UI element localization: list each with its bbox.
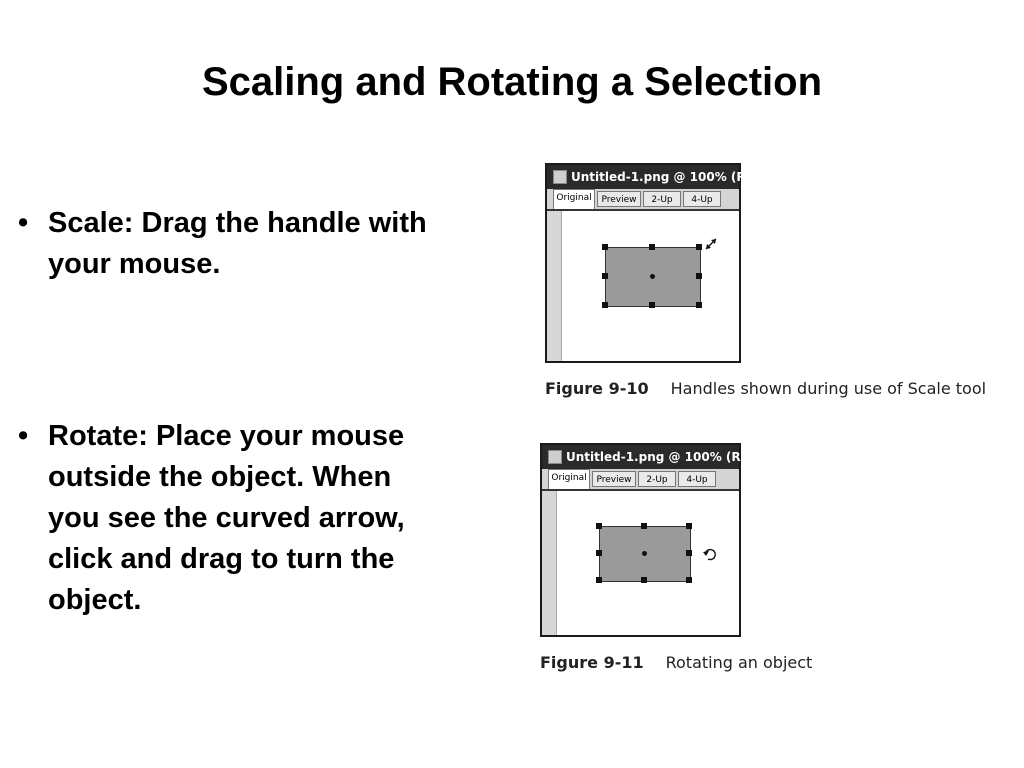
handle-middle-left[interactable] bbox=[596, 550, 602, 556]
window-titlebar bbox=[542, 445, 779, 469]
handle-top-middle[interactable] bbox=[641, 523, 647, 529]
slide-title: Scaling and Rotating a Selection bbox=[201, 60, 823, 104]
figure-label: Figure 9-11 bbox=[540, 653, 644, 672]
tool-strip bbox=[542, 491, 557, 635]
curved-rotate-arrow-icon bbox=[702, 546, 718, 562]
center-point bbox=[642, 551, 647, 556]
handle-top-right[interactable] bbox=[696, 244, 702, 250]
bullet-rotate bbox=[18, 416, 438, 621]
tab-2up[interactable]: 2-Up bbox=[643, 191, 681, 207]
handle-top-left[interactable] bbox=[602, 244, 608, 250]
bullet-text: Rotate: Place your mouse outside the object. When you see the curved arrow, click and drag to turn the object. bbox=[48, 420, 405, 616]
view-tabs bbox=[542, 469, 739, 491]
handle-middle-right[interactable] bbox=[696, 273, 702, 279]
handle-top-left[interactable] bbox=[596, 523, 602, 529]
document-window-scale bbox=[545, 163, 767, 363]
tab-preview[interactable]: Preview bbox=[592, 471, 636, 487]
tab-4up[interactable]: 4-Up bbox=[683, 191, 721, 207]
window-titlebar bbox=[547, 165, 767, 189]
handle-middle-left[interactable] bbox=[602, 273, 608, 279]
figure-caption-text: Handles shown during use of Scale tool bbox=[670, 379, 987, 398]
bullet-symbol: • bbox=[18, 420, 29, 452]
handle-bottom-left[interactable] bbox=[596, 577, 602, 583]
diagonal-resize-arrow-icon bbox=[703, 236, 719, 252]
figure-label: Figure 9-10 bbox=[545, 379, 649, 398]
document-canvas bbox=[562, 211, 739, 361]
bullet-symbol: • bbox=[18, 207, 29, 239]
handle-bottom-middle[interactable] bbox=[641, 577, 647, 583]
document-canvas bbox=[557, 491, 739, 635]
handle-top-right[interactable] bbox=[686, 523, 692, 529]
fireworks-doc-icon bbox=[553, 170, 567, 184]
view-tabs bbox=[547, 189, 739, 211]
tab-original[interactable]: Original bbox=[548, 469, 590, 489]
fireworks-doc-icon bbox=[548, 450, 562, 464]
handle-middle-right[interactable] bbox=[686, 550, 692, 556]
handle-bottom-right[interactable] bbox=[696, 302, 702, 308]
tab-preview[interactable]: Preview bbox=[597, 191, 641, 207]
window-title: Untitled-1.png @ 100% (Rectan bbox=[566, 450, 779, 464]
figure-caption bbox=[545, 379, 986, 398]
document-window-rotate bbox=[540, 443, 779, 637]
tab-4up[interactable]: 4-Up bbox=[678, 471, 716, 487]
tool-strip bbox=[547, 211, 562, 361]
tab-2up[interactable]: 2-Up bbox=[638, 471, 676, 487]
handle-top-middle[interactable] bbox=[649, 244, 655, 250]
center-point bbox=[650, 274, 655, 279]
handle-bottom-right[interactable] bbox=[686, 577, 692, 583]
figure-caption-text: Rotating an object bbox=[665, 653, 813, 672]
bullet-scale bbox=[18, 203, 438, 285]
handle-bottom-middle[interactable] bbox=[649, 302, 655, 308]
bullet-text: Scale: Drag the handle with your mouse. bbox=[48, 207, 427, 280]
tab-original[interactable]: Original bbox=[553, 189, 595, 209]
window-title: Untitled-1.png @ 100% (Rect bbox=[571, 170, 767, 184]
figure-caption bbox=[540, 653, 812, 672]
handle-bottom-left[interactable] bbox=[602, 302, 608, 308]
